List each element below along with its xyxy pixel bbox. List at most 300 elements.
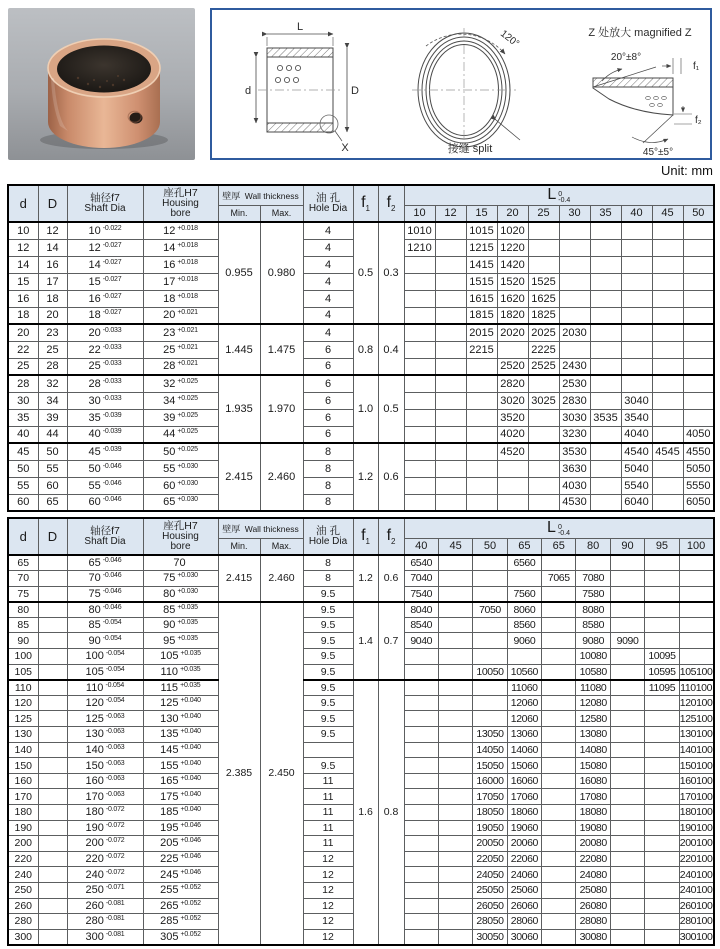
cell-length-value: 17080 [576, 789, 610, 805]
shaft-value: 75 [88, 587, 101, 600]
cell-length-value [404, 742, 438, 758]
cell-length-value: 2025 [528, 324, 559, 341]
cell-length-value: 12060 [507, 695, 541, 711]
shaft-value: 40 [88, 428, 101, 441]
cell-shaft-dia [67, 273, 143, 290]
cell-shaft-dia [67, 727, 143, 743]
cell-length-value [610, 758, 644, 774]
cell-D [38, 617, 67, 633]
shaft-tolerance: -0.039 [102, 445, 122, 453]
cell-length-value [652, 460, 683, 477]
bore-tolerance: +0.040 [180, 806, 201, 814]
cell-length-value [559, 239, 590, 256]
bore-tolerance: +0.018 [177, 224, 198, 232]
cell-length-value: 20080 [576, 836, 610, 852]
cell-length-value [645, 805, 679, 821]
cell-housing-bore [143, 494, 218, 511]
cell-length-value [645, 742, 679, 758]
L-tolerance-upper: 0 [558, 190, 563, 198]
shaft-dia-zh: 轴径f7 [90, 525, 120, 537]
shaft-tolerance: -0.046 [102, 479, 122, 487]
cell-length-value [404, 256, 435, 273]
cell-length-value [679, 571, 713, 587]
cell-shaft-dia [67, 867, 143, 883]
bore-value: 55 [163, 462, 176, 475]
cell-length-value [590, 239, 621, 256]
cell-length-value [473, 571, 507, 587]
cell-shaft-dia [67, 742, 143, 758]
cell-length-value [610, 851, 644, 867]
col-header-length-45: 45 [438, 538, 472, 555]
cell-wall-max: 2.460 [260, 443, 303, 511]
cell-length-value [466, 409, 497, 426]
cell-length-value [404, 773, 438, 789]
cell-length-value [645, 851, 679, 867]
cell-length-value: 10595 [645, 664, 679, 680]
cell-length-value [438, 882, 472, 898]
cell-length-value [645, 695, 679, 711]
bore-value: 110 [160, 665, 179, 678]
cell-shaft-dia [67, 773, 143, 789]
cell-length-value [473, 633, 507, 649]
cell-length-value [679, 649, 713, 665]
cell-length-value [610, 727, 644, 743]
cell-length-value: 11060 [507, 680, 541, 696]
cell-length-value: 1515 [466, 273, 497, 290]
cell-length-value [590, 358, 621, 375]
dim-label-X: X [341, 142, 349, 154]
cell-length-value: 4020 [497, 426, 528, 443]
cell-length-value [542, 773, 576, 789]
cell-length-value: 1815 [466, 307, 497, 324]
cell-length-value [473, 649, 507, 665]
cell-length-value [610, 555, 644, 571]
angle-label-120: 120° [498, 28, 522, 50]
col-header-length-65: 65 [542, 538, 576, 555]
cell-D: 55 [38, 460, 67, 477]
cell-length-value [438, 898, 472, 914]
cell-housing-bore [143, 477, 218, 494]
cell-length-value [683, 290, 714, 307]
shaft-tolerance: -0.081 [105, 915, 125, 923]
cell-length-value [645, 929, 679, 945]
cell-oil-hole: 11 [303, 820, 353, 836]
cell-shaft-dia [67, 307, 143, 324]
cell-length-value: 8060 [507, 602, 541, 618]
cell-length-value: 1525 [528, 273, 559, 290]
table-row [8, 375, 714, 392]
cell-length-value [435, 477, 466, 494]
cell-length-value: 4545 [652, 443, 683, 460]
cell-length-value [438, 664, 472, 680]
cell-length-value: 25050 [473, 882, 507, 898]
cell-length-value [610, 571, 644, 587]
bore-value: 165 [160, 775, 179, 788]
product-photo [8, 8, 195, 160]
cell-length-value: 2430 [559, 358, 590, 375]
cell-D: 17 [38, 273, 67, 290]
cell-length-value: 16060 [507, 773, 541, 789]
cell-d: 260 [8, 898, 38, 914]
cell-length-value [610, 680, 644, 696]
cell-oil-hole: 11 [303, 805, 353, 821]
shaft-tolerance: -0.033 [102, 360, 122, 368]
cell-D [38, 805, 67, 821]
bore-tolerance: +0.035 [177, 619, 198, 627]
shaft-value: 130 [85, 728, 104, 741]
cell-length-value [652, 324, 683, 341]
cell-D: 20 [38, 307, 67, 324]
shaft-tolerance: -0.063 [105, 728, 125, 736]
cell-housing-bore [143, 929, 218, 945]
shaft-value: 16 [88, 292, 101, 305]
cell-housing-bore [143, 789, 218, 805]
cell-wall-min: 2.385 [218, 602, 260, 945]
cell-length-value: 3630 [559, 460, 590, 477]
cell-length-value: 190100 [679, 821, 713, 834]
cell-length-value [542, 820, 576, 836]
cell-oil-hole: 4 [303, 239, 353, 256]
cell-length-value [528, 409, 559, 426]
col-header-wall-min: Min. [218, 538, 260, 555]
cell-length-value [404, 695, 438, 711]
cell-length-value [679, 602, 713, 618]
cell-length-value: 6040 [621, 494, 652, 511]
cell-D: 14 [38, 239, 67, 256]
oil-hole-en: Hole Dia [308, 203, 348, 214]
cell-length-value: 18060 [507, 805, 541, 821]
cell-D: 16 [38, 256, 67, 273]
cell-oil-hole: 11 [303, 789, 353, 805]
cell-length-value: 9040 [404, 633, 438, 649]
cell-length-value: 12060 [507, 711, 541, 727]
cell-length-value [610, 789, 644, 805]
cell-length-value: 28060 [507, 914, 541, 930]
cell-housing-bore [143, 680, 218, 696]
cell-housing-bore [143, 742, 218, 758]
cell-D [38, 789, 67, 805]
cell-shaft-dia [67, 851, 143, 867]
cell-d: 130 [8, 727, 38, 743]
cell-length-value [542, 649, 576, 665]
bore-tolerance: +0.046 [180, 868, 201, 876]
cell-length-value: 12580 [576, 711, 610, 727]
cell-D [38, 867, 67, 883]
cell-wall-max: 0.980 [260, 222, 303, 324]
cell-oil-hole: 6 [303, 375, 353, 392]
cell-length-value: 3025 [528, 392, 559, 409]
cell-length-value: 9080 [576, 633, 610, 649]
cell-length-value [610, 820, 644, 836]
technical-drawing-panel [210, 8, 712, 160]
cell-length-value [542, 711, 576, 727]
cell-shaft-dia [67, 290, 143, 307]
cell-length-value [652, 222, 683, 239]
bore-tolerance: +0.030 [177, 479, 198, 487]
cell-length-value: 1415 [466, 256, 497, 273]
cell-length-value: 1220 [497, 239, 528, 256]
cell-length-value [542, 617, 576, 633]
shaft-tolerance: -0.033 [102, 394, 122, 402]
cell-length-value [610, 882, 644, 898]
shaft-tolerance: -0.054 [102, 619, 122, 627]
cell-length-value [590, 290, 621, 307]
cell-D [38, 836, 67, 852]
cell-length-value [645, 773, 679, 789]
bore-tolerance: +0.040 [180, 775, 201, 783]
cell-length-value [404, 341, 435, 358]
cell-shaft-dia [67, 602, 143, 618]
cell-length-value: 2830 [559, 392, 590, 409]
technical-drawings [212, 10, 710, 158]
cell-length-value [497, 460, 528, 477]
shaft-value: 85 [88, 619, 101, 632]
cell-d: 10 [8, 222, 38, 239]
cell-shaft-dia [67, 633, 143, 649]
cell-length-value [404, 375, 435, 392]
cell-d: 55 [8, 477, 38, 494]
cell-length-value [652, 290, 683, 307]
bore-tolerance: +0.052 [180, 915, 201, 923]
col-header-wall-thickness [218, 185, 303, 205]
col-header-f2 [378, 185, 404, 222]
cell-wall-min: 1.445 [218, 324, 260, 375]
cell-oil-hole: 6 [303, 358, 353, 375]
cell-length-value [404, 426, 435, 443]
col-header-length-35: 35 [590, 205, 621, 222]
shaft-value: 110 [85, 681, 104, 694]
cell-d: 100 [8, 649, 38, 665]
shaft-tolerance: -0.072 [105, 868, 125, 876]
shaft-tolerance: -0.046 [102, 572, 122, 580]
cell-oil-hole: 9.5 [303, 695, 353, 711]
bore-value: 34 [163, 394, 176, 407]
cell-d: 40 [8, 426, 38, 443]
shaft-tolerance: -0.054 [105, 665, 125, 673]
f2-subscript: 2 [391, 537, 396, 547]
cell-oil-hole: 12 [303, 867, 353, 883]
cell-length-value [645, 836, 679, 852]
cell-length-value [528, 443, 559, 460]
bore-value: 16 [163, 258, 176, 271]
cell-length-value: 105100 [679, 664, 713, 680]
cell-length-value [438, 633, 472, 649]
cell-length-value [621, 273, 652, 290]
cell-length-value [438, 836, 472, 852]
cell-length-value: 5550 [683, 477, 714, 494]
shaft-value: 18 [88, 309, 101, 322]
bore-value: 255 [160, 884, 179, 897]
cell-length-value: 4050 [683, 426, 714, 443]
cell-shaft-dia [67, 898, 143, 914]
cell-D [38, 929, 67, 945]
col-header-wall-min: Min. [218, 205, 260, 222]
cell-length-value: 30050 [473, 929, 507, 945]
cell-length-value: 130100 [679, 728, 713, 741]
cell-D: 32 [38, 375, 67, 392]
shaft-value: 22 [88, 343, 101, 356]
cell-d: 70 [8, 571, 38, 587]
cell-d: 30 [8, 392, 38, 409]
cell-d: 22 [8, 341, 38, 358]
cell-length-value [507, 571, 541, 587]
cell-length-value [683, 409, 714, 426]
cell-d: 150 [8, 758, 38, 774]
cell-length-value [404, 914, 438, 930]
cell-length-value [473, 711, 507, 727]
cell-shaft-dia [67, 222, 143, 239]
cell-oil-hole: 12 [303, 882, 353, 898]
cell-length-value [652, 392, 683, 409]
cell-length-value [404, 820, 438, 836]
cell-length-value [435, 307, 466, 324]
hero-section [8, 8, 712, 160]
cell-length-value: 4530 [559, 494, 590, 511]
cell-length-value [438, 711, 472, 727]
cell-housing-bore [143, 222, 218, 239]
shaft-value: 25 [88, 360, 101, 373]
cell-length-value: 28080 [576, 914, 610, 930]
cell-length-value [645, 586, 679, 602]
bore-tolerance: +0.021 [177, 309, 198, 317]
cell-length-value [559, 222, 590, 239]
cell-length-value: 4540 [621, 443, 652, 460]
cell-shaft-dia [67, 836, 143, 852]
cell-f1: 1.6 [353, 680, 378, 945]
bore-value: 145 [160, 743, 179, 756]
shaft-value: 80 [88, 603, 101, 616]
cell-length-value [542, 602, 576, 618]
cell-length-value [438, 789, 472, 805]
shaft-tolerance: -0.033 [102, 326, 122, 334]
shaft-value: 280 [85, 915, 104, 928]
cell-length-value [435, 341, 466, 358]
cell-length-value: 1215 [466, 239, 497, 256]
cell-oil-hole: 9.5 [303, 586, 353, 602]
col-header-shaft-dia [67, 185, 143, 222]
shaft-value: 12 [88, 241, 101, 254]
shaft-value: 180 [85, 806, 104, 819]
spec-tables [7, 184, 713, 946]
cell-length-value [435, 494, 466, 511]
cell-length-value [645, 882, 679, 898]
cell-length-value [683, 358, 714, 375]
cell-shaft-dia [67, 649, 143, 665]
col-header-length-65: 65 [507, 538, 541, 555]
cell-length-value: 19060 [507, 820, 541, 836]
cell-length-value: 3540 [621, 409, 652, 426]
header-row-1 [8, 518, 714, 538]
cell-f1: 1.4 [353, 602, 378, 680]
col-header-length-100: 100 [679, 538, 713, 555]
cell-shaft-dia [67, 324, 143, 341]
cell-shaft-dia [67, 555, 143, 571]
shaft-tolerance: -0.046 [102, 603, 122, 611]
bore-value: 225 [160, 853, 179, 866]
cell-length-value [542, 882, 576, 898]
cell-housing-bore [143, 898, 218, 914]
cell-length-value: 2215 [466, 341, 497, 358]
cell-length-value: 260100 [679, 899, 713, 912]
cell-D [38, 882, 67, 898]
shaft-tolerance: -0.039 [102, 428, 122, 436]
cell-length-value: 24080 [576, 867, 610, 883]
cell-D: 44 [38, 426, 67, 443]
cell-length-value [645, 571, 679, 587]
cell-oil-hole: 4 [303, 307, 353, 324]
cell-length-value [621, 290, 652, 307]
cell-oil-hole: 9.5 [303, 633, 353, 649]
col-header-wall-thickness [218, 518, 303, 538]
col-header-length-12: 12 [435, 205, 466, 222]
bore-value: 44 [163, 428, 176, 441]
cell-length-value [435, 273, 466, 290]
cell-length-value: 8080 [576, 602, 610, 618]
shaft-tolerance: -0.054 [102, 634, 122, 642]
L-tolerance-upper: 0 [557, 523, 562, 531]
cell-length-value [438, 914, 472, 930]
cell-housing-bore [143, 239, 218, 256]
cell-length-value [683, 256, 714, 273]
cell-oil-hole: 9.5 [303, 602, 353, 618]
cell-oil-hole: 9.5 [303, 617, 353, 633]
cell-housing-bore [143, 711, 218, 727]
col-header-length-90: 90 [610, 538, 644, 555]
cell-shaft-dia [67, 426, 143, 443]
cell-length-value [610, 867, 644, 883]
cell-d: 14 [8, 256, 38, 273]
cell-wall-min: 2.415 [218, 555, 260, 602]
cell-d: 16 [8, 290, 38, 307]
cell-length-value: 240100 [679, 868, 713, 881]
cell-length-value [652, 426, 683, 443]
cell-length-value: 26050 [473, 898, 507, 914]
cell-length-value [559, 256, 590, 273]
bore-tolerance: +0.046 [180, 821, 201, 829]
cell-length-value: 140100 [679, 743, 713, 756]
cell-d: 125 [8, 711, 38, 727]
cell-oil-hole: 9.5 [303, 711, 353, 727]
cell-length-value: 2225 [528, 341, 559, 358]
shaft-tolerance: -0.071 [105, 884, 125, 892]
cell-d: 80 [8, 602, 38, 618]
col-header-oil-hole [303, 518, 353, 555]
cell-oil-hole: 9.5 [303, 727, 353, 743]
cell-length-value: 25060 [507, 882, 541, 898]
cell-length-value [610, 695, 644, 711]
col-header-housing-bore [143, 185, 218, 222]
bore-tolerance: +0.040 [180, 790, 201, 798]
cell-length-value [590, 273, 621, 290]
bore-value: 305 [160, 930, 179, 943]
cell-d: 110 [8, 680, 38, 696]
cell-length-value [645, 898, 679, 914]
header-row-1 [8, 185, 714, 205]
shaft-value: 90 [88, 634, 101, 647]
col-header-length-45: 45 [652, 205, 683, 222]
cell-f1: 1.2 [353, 443, 378, 511]
cell-length-value: 6540 [404, 555, 438, 571]
shaft-value: 190 [85, 821, 104, 834]
cell-length-value [435, 324, 466, 341]
cell-length-value [435, 409, 466, 426]
shaft-value: 50 [88, 462, 101, 475]
cell-length-value [438, 586, 472, 602]
cell-shaft-dia [67, 443, 143, 460]
cell-shaft-dia [67, 805, 143, 821]
bore-tolerance: +0.035 [180, 665, 201, 673]
cell-length-value [610, 773, 644, 789]
